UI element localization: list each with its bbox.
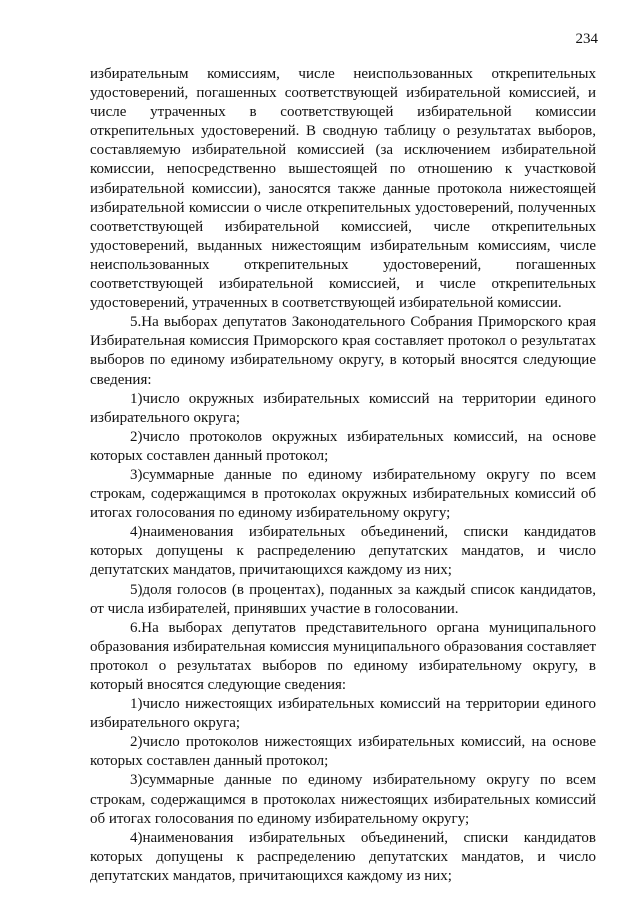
list-item-5-1: 1)число окружных избирательных комиссий на территории единого избирательного округа; <box>90 390 596 426</box>
paragraph-section-6: 6.На выборах депутатов представительного органа муниципального образования избирательная комиссия муниципального образования составляет протокол о результатах выборов по единому избирательному округу, в который вносятся следующие сведения: <box>90 619 596 693</box>
list-item-6-4: 4)наименования избирательных объединений, списки кандидатов которых допущены к распределению депутатских мандатов, и число депутатских мандатов, причитающихся каждому из них; <box>90 829 596 884</box>
list-item-6-1: 1)число нижестоящих избирательных комиссий на территории единого избирательного округа; <box>90 696 596 732</box>
page-number: 234 <box>575 31 598 47</box>
list-item-5-4: 4)наименования избирательных объединений, списки кандидатов которых допущены к распределению депутатских мандатов, и число депутатских мандатов, причитающихся каждому из них; <box>90 524 596 579</box>
list-item-5-2: 2)число протоколов окружных избирательных комиссий, на основе которых составлен данный протокол; <box>90 428 596 464</box>
list-item-5-5: 5)доля голосов (в процентах), поданных за каждый список кандидатов, от числа избирателей, принявших участие в голосовании. <box>90 581 596 617</box>
list-item-6-3: 3)суммарные данные по единому избирательному округу по всем строкам, содержащимся в протоколах нижестоящих избирательных комиссий об итогах голосования по единому избирательному округу; <box>90 772 596 827</box>
paragraph-continuation: избирательным комиссиям, числе неиспользованных открепительных удостоверений, погашенных соответствующей избирательной комиссией, и числе утраченных в соответствующей избирательной комиссии открепительных удостоверений. В сводную таблицу о результатах выборов, составляемую избирательной комиссией (за исключением избирательной комиссии, непосредственно вышестоящей по отношению к участковой избирательной комиссии), заносятся также данные протокола нижестоящей избирательной комиссии о числе открепительных удостоверений, полученных соответствующей избирательной комиссией, числе открепительных удостоверений, выданных нижестоящим избирательным комиссиям, числе неиспользованных открепительных удостоверений, погашенных соответствующей избирательной комиссией, и числе открепительных удостоверений, утраченных в соответствующей избирательной комиссии. <box>90 66 596 312</box>
list-item-5-3: 3)суммарные данные по единому избирательному округу по всем строкам, содержащимся в протоколах окружных избирательных комиссий об итогах голосования по единому избирательному округу; <box>90 466 596 522</box>
document-body <box>90 65 596 886</box>
list-item-6-2: 2)число протоколов нижестоящих избирательных комиссий, на основе которых составлен данный протокол; <box>90 734 596 770</box>
paragraph-section-5: 5.На выборах депутатов Законодательного Собрания Приморского края Избирательная комиссия Приморского края составляет протокол о результатах выборов по единому избирательному округу, в который вносятся следующие сведения: <box>90 314 596 388</box>
